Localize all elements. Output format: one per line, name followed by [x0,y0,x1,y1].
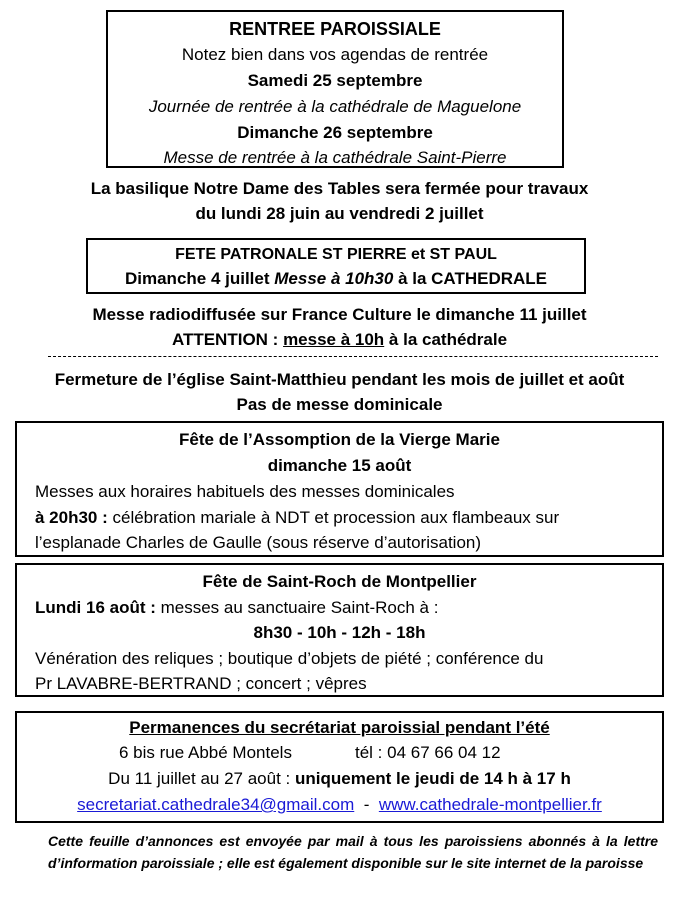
secretariat-hours [17,768,662,790]
assomption-line3: l’esplanade Charles de Gaulle (sous réserve d’autorisation) [35,533,482,552]
radio-attention: ATTENTION : [171,330,284,349]
saint-roch-place: messes au sanctuaire Saint-Roch à : [155,598,439,617]
secretariat-address: 6 bis rue Abbé Montels [119,743,292,762]
website-link[interactable]: www.cathedrale-montpellier.fr [378,795,602,814]
radio-place: à la cathédrale [384,330,508,349]
saint-roch-title: Fête de Saint-Roch de Montpellier [202,572,477,591]
secretariat-schedule: uniquement le jeudi de 14 h à 17 h [294,769,571,788]
radio-messe-time: messe à 10h [283,330,385,349]
saint-roch-line3: Vénération des reliques ; boutique d’objets de piété ; conférence du [35,649,544,668]
saint-matthieu-line1: Fermeture de l’église Saint-Matthieu pendant les mois de juillet et août [54,370,625,389]
email-link[interactable]: secretariat.cathedrale34@gmail.com [77,795,355,814]
fete-patronale-box [86,238,586,294]
saint-roch-line1 [35,597,438,619]
assomption-box [15,421,664,557]
dashed-divider [48,356,658,357]
saint-roch-line4: Pr LAVABRE-BERTRAND ; concert ; vêpres [35,674,367,693]
secretariat-phone: tél : 04 67 66 04 12 [355,743,501,762]
saint-roch-date: Lundi 16 août : [35,598,156,617]
rentree-intro: Notez bien dans vos agendas de rentrée [181,45,489,64]
basilique-line2: du lundi 28 juin au vendredi 2 juillet [195,204,484,223]
fete-patronale-place: à la CATHEDRALE [393,269,547,288]
assomption-description: célébration mariale à NDT et procession aux flambeaux sur [107,508,560,527]
secretariat-title: Permanences du secrétariat paroissial pendant l’été [129,718,550,737]
assomption-title: Fête de l’Assomption de la Vierge Marie [179,430,500,449]
saint-roch-times: 8h30 - 10h - 12h - 18h [253,623,426,642]
fete-patronale-date: Dimanche 4 juillet [124,269,275,288]
saint-roch-box [15,563,664,697]
secretariat-contacts [17,794,662,816]
secretariat-period: Du 11 juillet au 27 août : [108,769,295,788]
radio-line1: Messe radiodiffusée sur France Culture le dimanche 11 juillet [92,305,587,324]
rentree-date1: Samedi 25 septembre [247,71,423,90]
assomption-time: à 20h30 : [35,508,108,527]
basilique-line1: La basilique Notre Dame des Tables sera fermée pour travaux [90,179,589,198]
rentree-event1: Journée de rentrée à la cathédrale de Maguelone [148,97,522,116]
radio-line2 [0,329,679,351]
footer-note: Cette feuille d’annonces est envoyée par mail à tous les paroissiens abonnés à la lettre d’information paroissiale ; elle est également disponible sur le site internet de la paroisse [48,833,658,871]
assomption-line1: Messes aux horaires habituels des messes dominicales [35,482,455,501]
secretariat-box [15,711,664,823]
rentree-title: RENTREE PAROISSIALE [229,19,441,39]
fete-patronale-details [88,268,584,290]
assomption-line2 [35,507,645,529]
contact-separator: - [363,795,370,814]
fete-patronale-messe: Messe à 10h30 [274,269,394,288]
rentree-event2: Messe de rentrée à la cathédrale Saint-Pierre [163,148,507,167]
fete-patronale-title: FETE PATRONALE ST PIERRE et ST PAUL [175,246,497,263]
rentree-box [106,10,564,168]
assomption-date: dimanche 15 août [267,456,412,475]
saint-matthieu-line2: Pas de messe dominicale [236,395,443,414]
rentree-date2: Dimanche 26 septembre [237,123,433,142]
